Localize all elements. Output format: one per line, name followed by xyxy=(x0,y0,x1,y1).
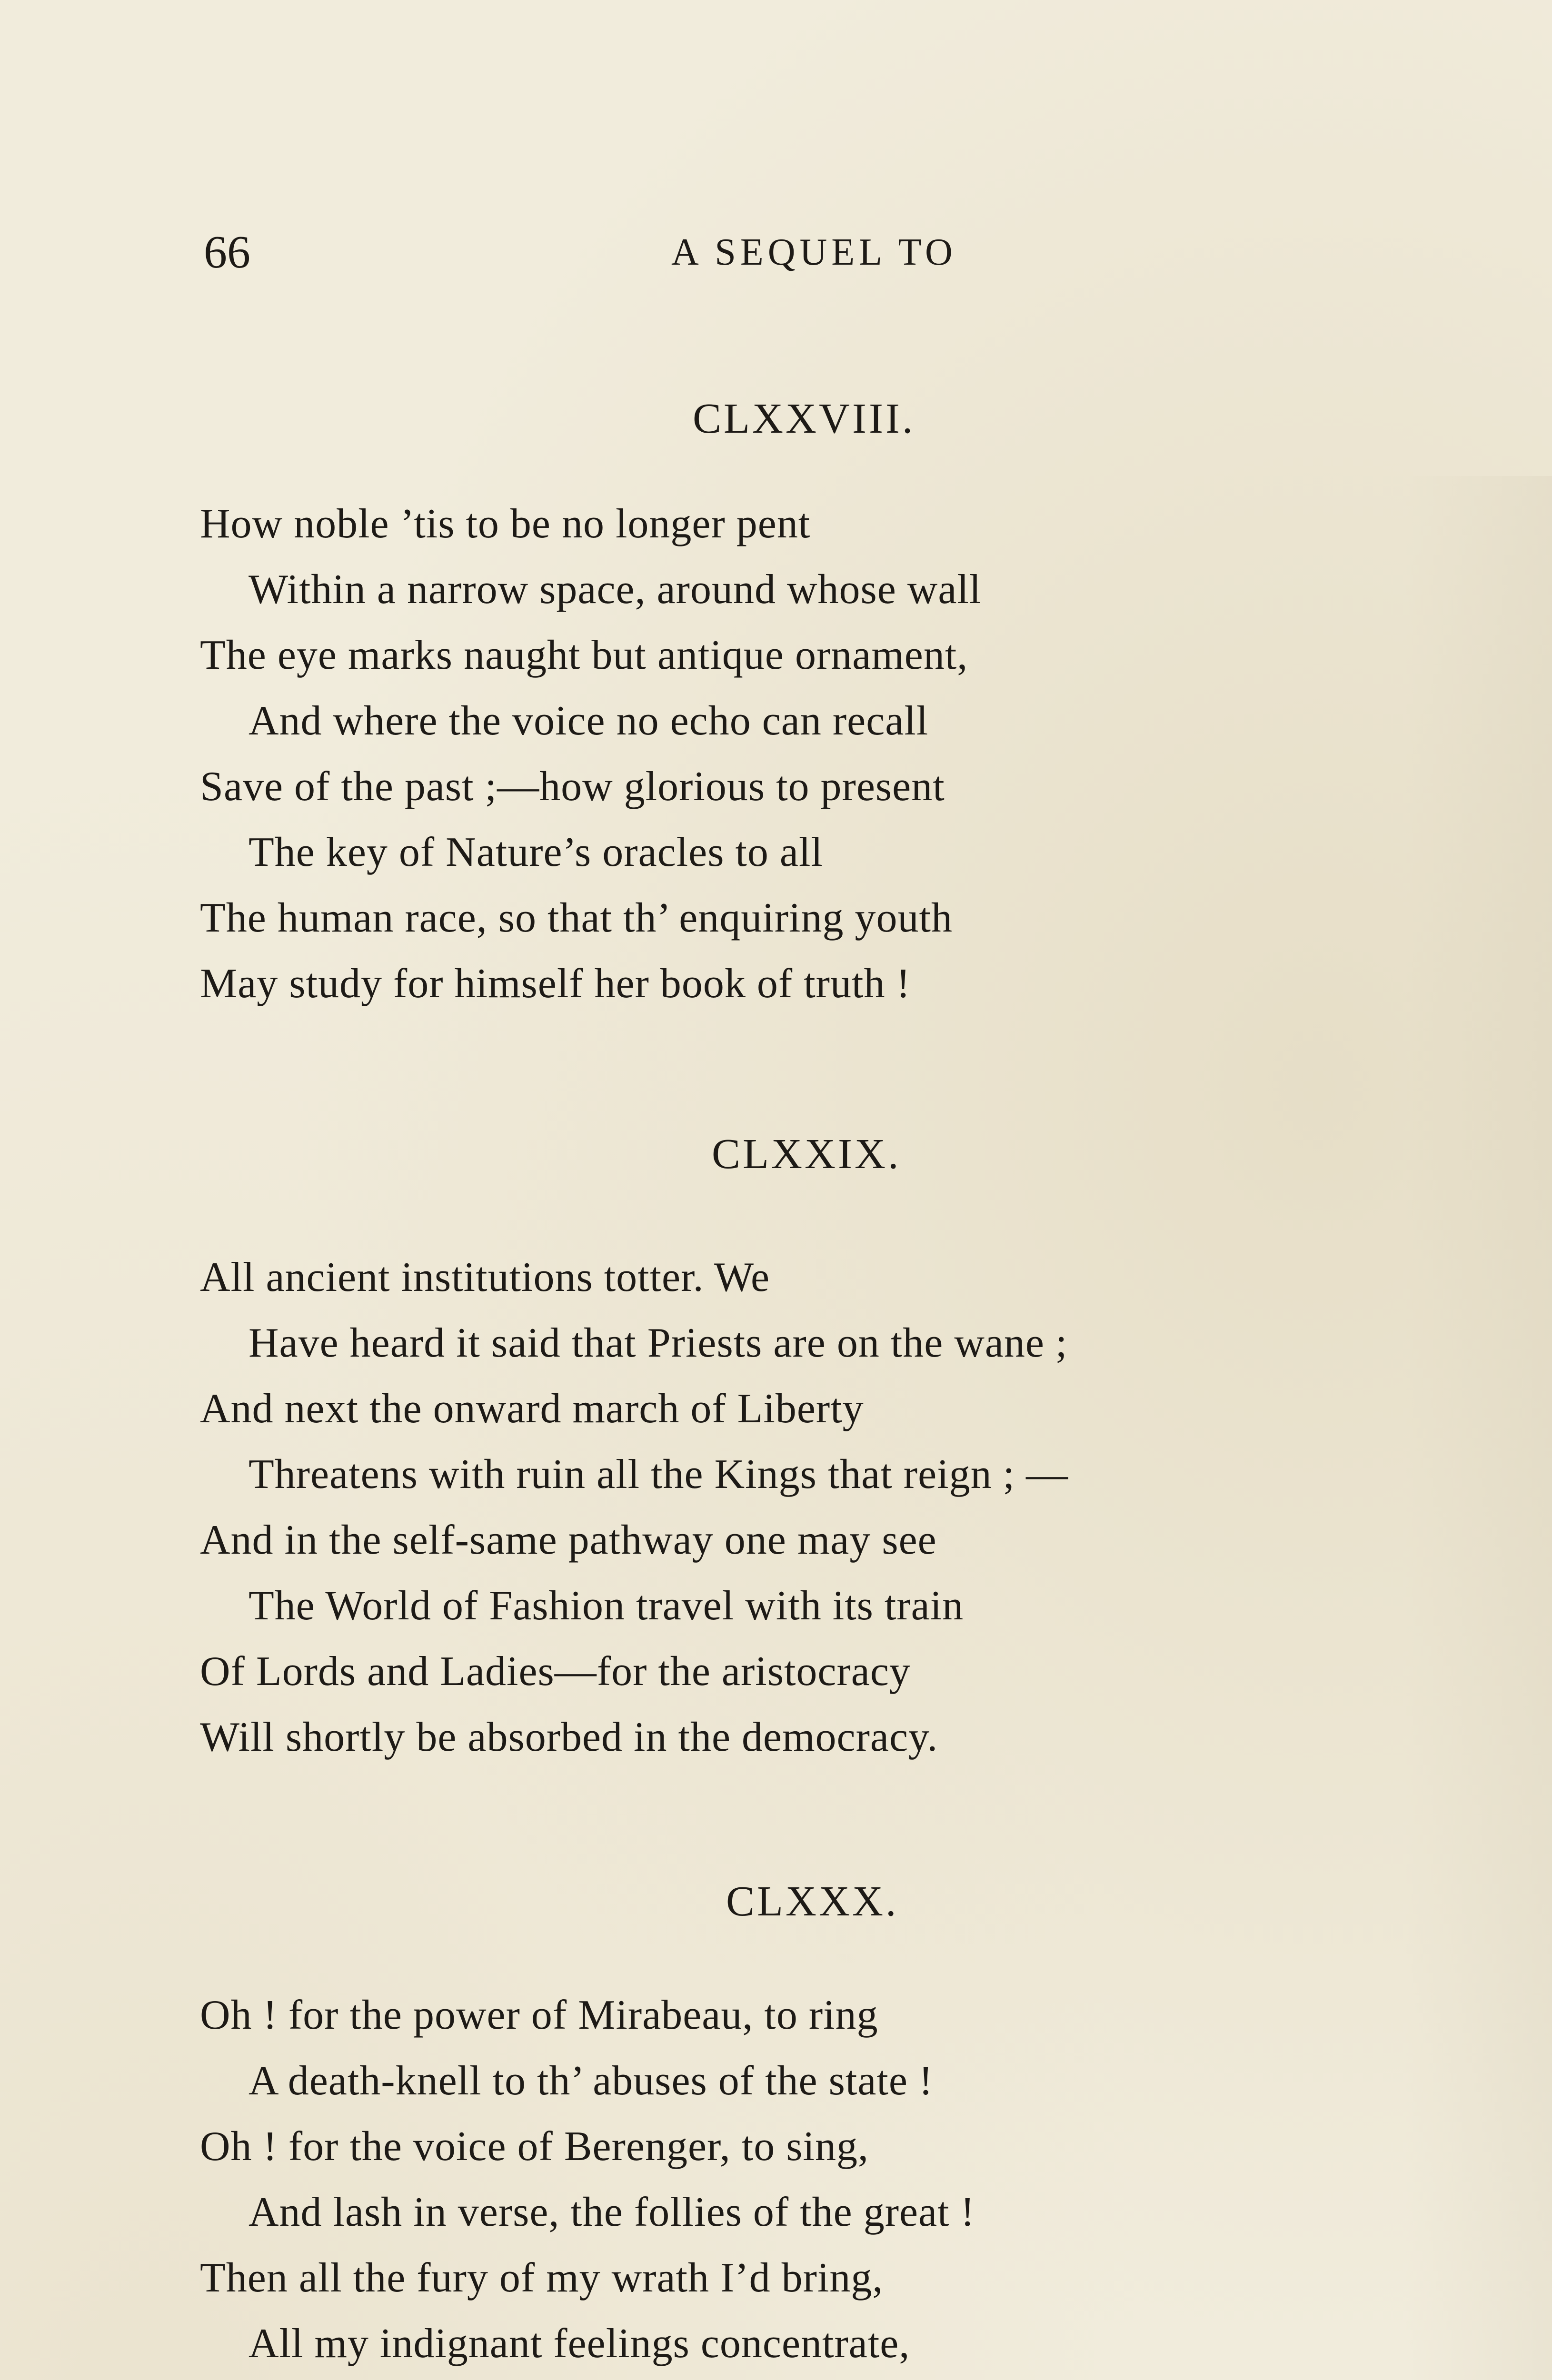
stanza-line: All ancient institutions totter. We xyxy=(200,1254,770,1300)
stanza-line: Will shortly be absorbed in the democracy. xyxy=(200,1714,938,1760)
stanza-heading-clxxviii: CLXXVIII. xyxy=(693,395,915,442)
stanza-heading-clxxx: CLXXX. xyxy=(726,1878,899,1925)
stanza-line: Threatens with ruin all the Kings that reign ; — xyxy=(249,1451,1069,1497)
page-number: 66 xyxy=(204,227,250,278)
stanza-line: All my indignant feelings concentrate, xyxy=(249,2320,910,2367)
stanza-line: Then all the fury of my wrath I’d bring, xyxy=(200,2255,884,2301)
stanza-line: Oh ! for the power of Mirabeau, to ring xyxy=(200,1992,878,2038)
stanza-line: Within a narrow space, around whose wall xyxy=(249,566,982,613)
stanza-line: A death-knell to th’ abuses of the state ! xyxy=(249,2058,934,2104)
stanza-line: And lash in verse, the follies of the great ! xyxy=(249,2189,975,2235)
stanza-line: May study for himself her book of truth ! xyxy=(200,961,911,1007)
stanza-line: The eye marks naught but antique ornament, xyxy=(200,632,968,678)
stanza-line: And where the voice no echo can recall xyxy=(249,698,929,744)
stanza-line: And in the self-same pathway one may see xyxy=(200,1517,937,1563)
stanza-line: The World of Fashion travel with its train xyxy=(249,1583,964,1629)
stanza-line: The human race, so that th’ enquiring youth xyxy=(200,895,953,941)
stanza-clxxviii xyxy=(200,491,1419,1017)
stanza-line: And next the onward march of Liberty xyxy=(200,1386,864,1432)
running-title: A SEQUEL TO xyxy=(671,231,957,273)
stanza-clxxx xyxy=(200,1983,1419,2380)
stanza-clxxix xyxy=(200,1245,1419,1770)
stanza-line: Oh ! for the voice of Berenger, to sing, xyxy=(200,2123,869,2170)
stanza-line: Save of the past ;—how glorious to present xyxy=(200,764,945,810)
show-through-shading xyxy=(1404,476,1552,2380)
stanza-line: Have heard it said that Priests are on the wane ; xyxy=(249,1320,1068,1366)
stanza-line: The key of Nature’s oracles to all xyxy=(249,829,823,875)
stanza-line: How noble ’tis to be no longer pent xyxy=(200,501,811,547)
page-header xyxy=(0,219,1552,286)
stanza-line xyxy=(200,2377,1419,2380)
stanza-heading-clxxix: CLXXIX. xyxy=(712,1130,901,1178)
stanza-line: Of Lords and Ladies—for the aristocracy xyxy=(200,1648,911,1695)
